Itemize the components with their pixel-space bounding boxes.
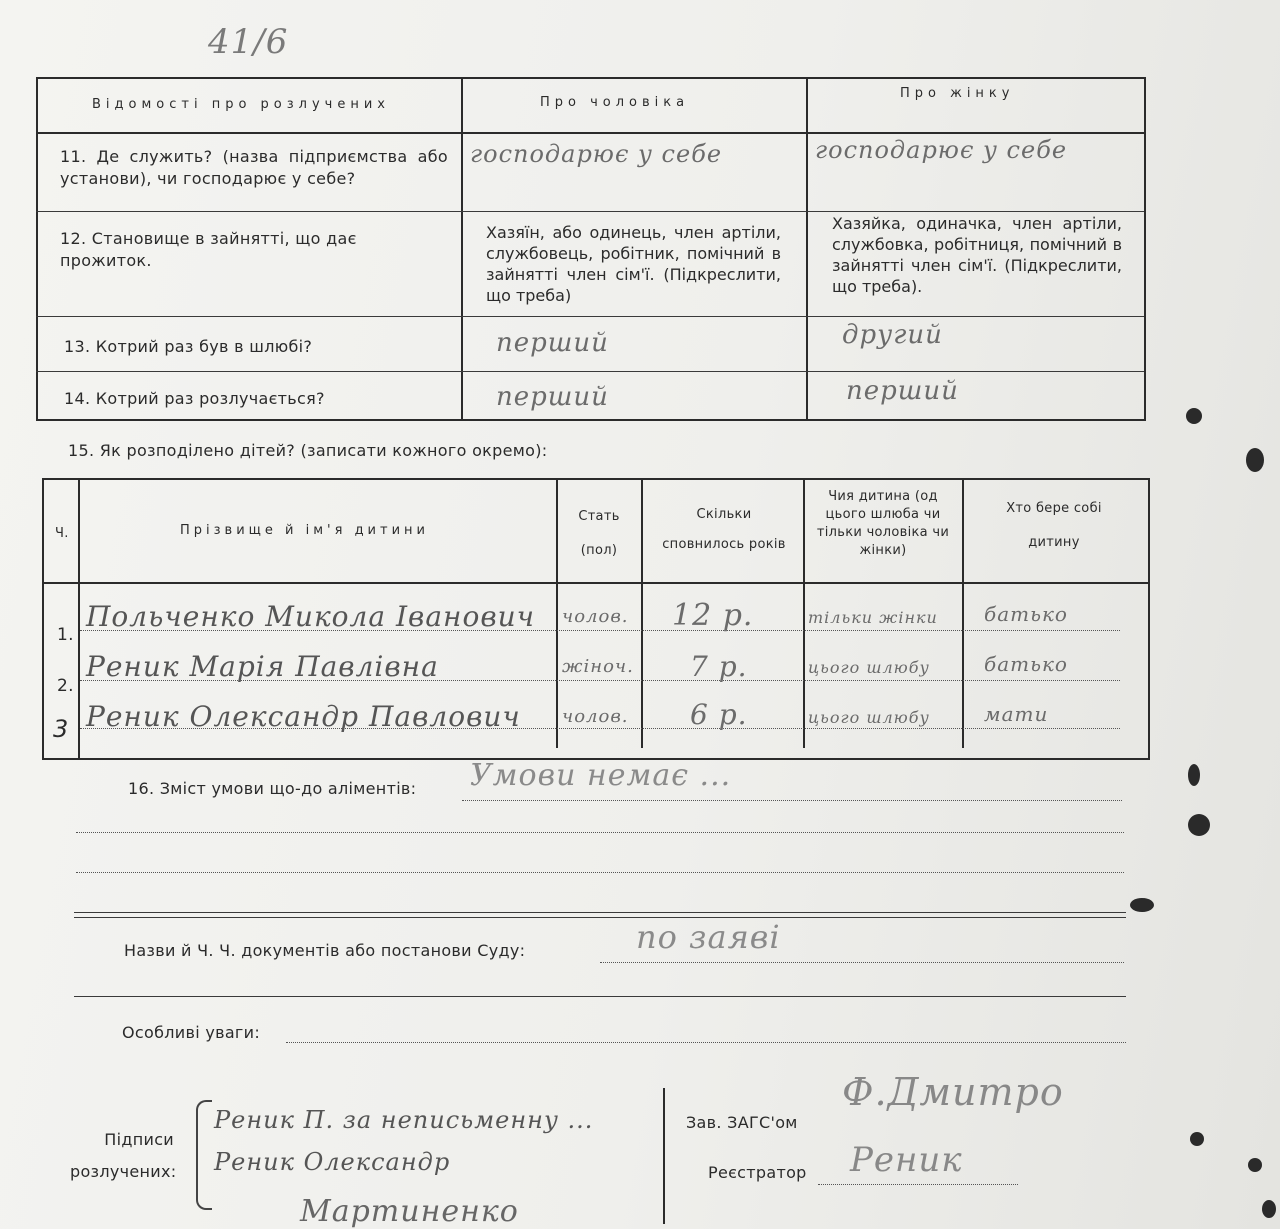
col-sex-header: Стать (пол)	[578, 509, 620, 558]
children-title: 15. Як розподілено дітей? (записати кожного окремо):	[68, 441, 548, 460]
alimony-label: 16. Зміст умови що-до аліментів:	[128, 779, 417, 798]
child-1-name: Польченко Микола Іванович	[86, 600, 536, 633]
signature-below: Мартиненко	[300, 1194, 519, 1229]
paper-hole	[1188, 764, 1200, 786]
header-col2: Про чоловіка	[540, 95, 690, 110]
fill-line	[76, 832, 1124, 833]
col-whose-header: Чия дитина (од цього шлюба чи тільки чоловіка чи жінки)	[816, 489, 950, 558]
alimony-value: Умови немає ...	[470, 758, 732, 793]
col-name-header: Прізвище й ім'я дитини	[180, 523, 429, 538]
signatures-label: Підписи розлучених:	[70, 1130, 177, 1181]
child-3-name: Реник Олександр Павлович	[86, 700, 521, 733]
col-no-header: Ч.	[55, 526, 69, 541]
col-age-header: Скільки сповнилось років	[662, 507, 786, 552]
paper-hole	[1190, 1132, 1204, 1146]
head-signature: Ф.Дмитро	[842, 1070, 1064, 1114]
signature-bracket	[196, 1100, 212, 1210]
row11-label: 11. Де служить? (назва підприємства або установи), чи господарює у себе?	[60, 147, 448, 188]
child-2-sex: жіноч.	[562, 656, 634, 677]
registrar-label: Реєстратор	[708, 1163, 807, 1182]
signature-1: Реник П. за неписьменну ...	[214, 1106, 594, 1134]
header-col1: Відомості про розлучених	[92, 97, 390, 112]
table-divider	[78, 478, 80, 758]
row14-husband-value: перший	[496, 382, 609, 412]
row12-husband-options: Хазяїн, або одинець, член артіли, службовець, робітник, помічний в зайнятті член сім'ї. (Підкреслити, що треба)	[486, 223, 781, 305]
row-rule	[36, 211, 1144, 212]
child-2-who-takes: батько	[984, 652, 1068, 676]
paper-hole	[1262, 1200, 1276, 1218]
col-who-takes-header: Хто бере собі дитину	[1006, 501, 1102, 550]
header-col3: Про жінку	[900, 86, 1015, 101]
row14-wife-value: перший	[846, 376, 959, 406]
fill-line	[286, 1042, 1126, 1043]
fill-line	[76, 872, 1124, 873]
table-divider	[641, 478, 643, 748]
registrar-signature: Реник	[850, 1140, 963, 1180]
row-rule	[36, 316, 1144, 317]
child-1-age: 12 р.	[672, 598, 754, 633]
paper-hole	[1246, 448, 1264, 472]
registrar-line	[818, 1184, 1018, 1185]
separator	[74, 917, 1126, 918]
row13-label: 13. Котрий раз був в шлюбі?	[64, 337, 313, 356]
child-1-sex: чолов.	[562, 606, 629, 627]
child-2-name: Реник Марія Павлівна	[86, 650, 439, 683]
paper-hole	[1188, 814, 1210, 836]
table-divider	[806, 77, 808, 419]
separator	[74, 996, 1126, 997]
notes-label: Особливі уваги:	[122, 1023, 261, 1042]
table-divider	[556, 478, 558, 748]
head-label: Зав. ЗАГС'ом	[686, 1113, 798, 1132]
child-1-who-takes: батько	[984, 602, 1068, 626]
row14-label: 14. Котрий раз розлучається?	[64, 389, 325, 408]
row13-wife-value: другий	[842, 320, 943, 350]
archive-number: 41/6	[208, 22, 289, 62]
row11-husband-value: господарює у себе	[470, 140, 723, 168]
child-2-no: 2.	[57, 676, 74, 696]
child-3-sex: чолов.	[562, 706, 629, 727]
row11-wife-value: господарює у себе	[815, 136, 1068, 164]
paper-hole	[1186, 408, 1202, 424]
child-3-age: 6 р.	[690, 698, 748, 731]
child-1-no: 1.	[57, 625, 74, 645]
row13-husband-value: перший	[496, 328, 609, 358]
row12-wife-options: Хазяйка, одиначка, член артіли, службовка, робітниця, помічний в зайнятті член сім'ї. (Підкреслити, що треба).	[832, 214, 1122, 296]
fill-line	[462, 800, 1122, 801]
table-divider	[461, 77, 463, 419]
child-2-age: 7 р.	[690, 650, 748, 683]
fill-line	[600, 962, 1124, 963]
documents-label: Назви й Ч. Ч. документів або постанови Суду:	[124, 941, 526, 960]
child-2-whose: цього шлюбу	[808, 658, 930, 677]
documents-value: по заяві	[636, 918, 781, 956]
paper-hole	[1248, 1158, 1262, 1172]
header-rule	[42, 582, 1148, 584]
paper-hole	[1130, 898, 1154, 912]
table-divider	[803, 478, 805, 748]
signature-2: Реник Олександр	[214, 1148, 451, 1176]
signature-divider	[663, 1088, 665, 1224]
child-3-who-takes: мати	[984, 702, 1049, 726]
row-rule	[36, 371, 1144, 372]
separator	[74, 912, 1126, 913]
child-3-no: 3	[53, 715, 69, 743]
row12-label: 12. Становище в зайнятті, що дає прожиток.	[60, 229, 357, 270]
child-3-whose: цього шлюбу	[808, 708, 930, 727]
child-1-whose: тільки жінки	[808, 608, 938, 627]
table-divider	[962, 478, 964, 748]
header-rule	[36, 132, 1144, 134]
